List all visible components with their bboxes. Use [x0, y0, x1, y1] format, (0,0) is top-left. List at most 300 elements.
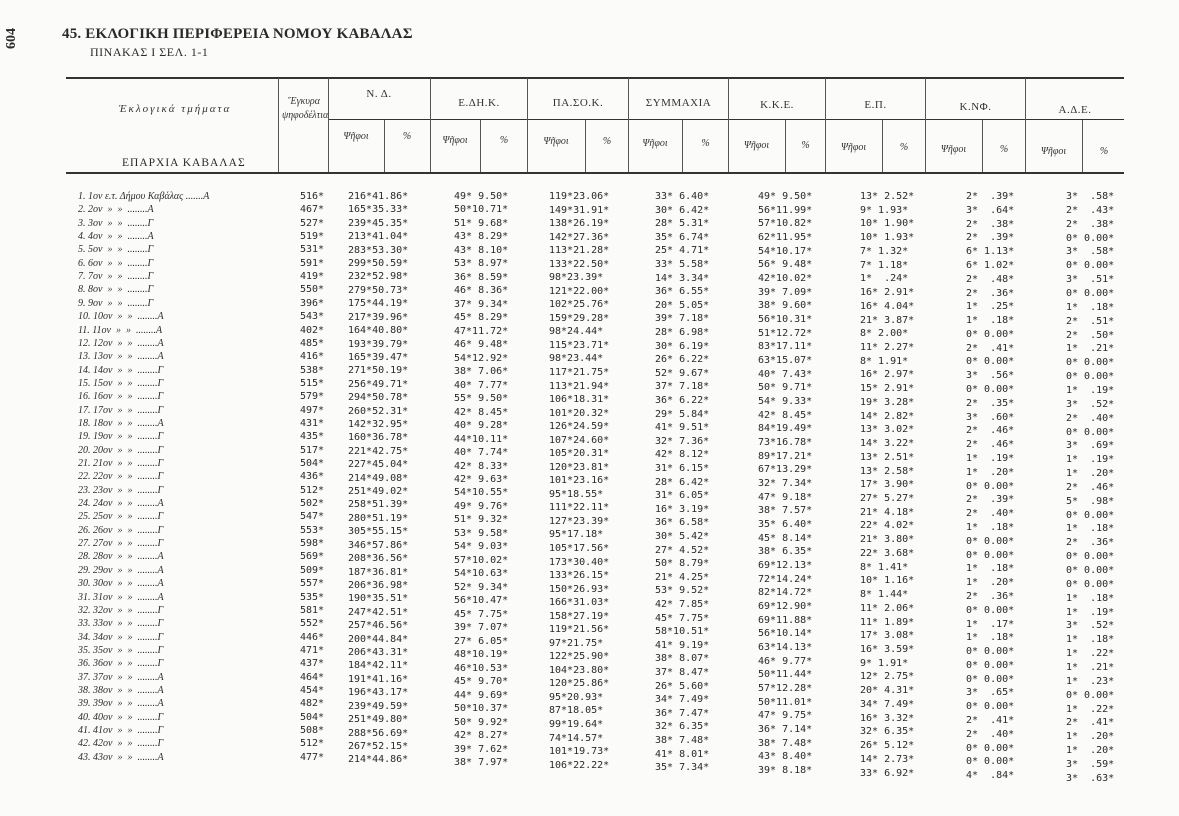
precinct-label: 36. 36ον » » ........Γ: [78, 658, 164, 670]
symmachia-cell: 52* 9.67*: [655, 367, 710, 379]
symmachia-cell: 33* 5.58*: [655, 259, 710, 270]
nd-cell: 206*36.98*: [348, 579, 409, 591]
kke-cell: 49* 9.50*: [758, 191, 813, 202]
knf-cell: 2* .40*: [966, 508, 1015, 520]
symmachia-cell: 35* 7.34*: [655, 762, 710, 774]
ep-cell: 16* 4.04*: [860, 300, 915, 312]
symmachia-cell: 20* 5.05*: [655, 299, 710, 311]
pasok-cell: 133*26.15*: [549, 570, 610, 582]
edik-cell: 37* 9.34*: [454, 298, 509, 310]
nd-cell: 213*41.04*: [348, 231, 409, 243]
precinct-label: 16. 16ον » » ........Γ: [78, 391, 164, 403]
precinct-label: 18. 18ον » » ........Α: [78, 417, 164, 429]
party-header-knf: Κ.ΝΦ.: [959, 101, 992, 113]
symmachia-cell: 29* 5.84*: [655, 408, 710, 420]
table-row: [0, 297, 1179, 313]
page-number: 604: [4, 28, 19, 49]
valid-votes-cell: 402*: [300, 324, 325, 336]
knf-cell: 0* 0.00*: [966, 673, 1015, 685]
ep-cell: 16* 2.91*: [860, 287, 915, 299]
ade-cell: 0* 0.00*: [1066, 260, 1115, 272]
pasok-cell: 149*31.91*: [549, 204, 610, 216]
symmachia-cell: 26* 5.60*: [655, 680, 710, 692]
valid-votes-cell: 454*: [300, 684, 325, 696]
precinct-label: 35. 35ον » » ........Γ: [78, 644, 164, 656]
ade-cell: 1* .22*: [1066, 648, 1115, 660]
edik-cell: 42* 8.27*: [454, 730, 509, 742]
ade-cell: 0* 0.00*: [1066, 426, 1115, 438]
ep-cell: 12* 2.75*: [860, 671, 915, 683]
kke-cell: 36* 7.14*: [758, 723, 813, 735]
symmachia-cell: 14* 3.34*: [655, 272, 710, 284]
valid-votes-cell: 535*: [300, 591, 325, 603]
pasok-cell: 95*20.93*: [549, 691, 604, 703]
kke-cell: 56*11.99*: [758, 204, 813, 216]
edik-cell: 45* 9.70*: [454, 676, 509, 688]
knf-cell: 2* .39*: [966, 191, 1015, 202]
knf-cell: 2* .35*: [966, 397, 1015, 409]
knf-cell: 3* .65*: [966, 687, 1015, 699]
valid-votes-cell: 569*: [300, 551, 325, 563]
kke-cell: 63*14.13*: [758, 641, 813, 653]
pasok-cell: 105*17.56*: [549, 543, 610, 554]
symmachia-cell: 33* 6.40*: [655, 191, 710, 202]
edik-cell: 53* 8.97*: [454, 258, 509, 270]
nd-cell: 175*44.19*: [348, 298, 409, 310]
kke-cell: 56*10.31*: [758, 313, 813, 325]
nd-cell: 206*43.31*: [348, 647, 409, 659]
pasok-cell: 115*23.71*: [549, 339, 610, 351]
nd-cell: 239*49.59*: [348, 700, 409, 712]
ade-cell: 0* 0.00*: [1066, 689, 1115, 701]
knf-cell: 1* .19*: [966, 453, 1015, 465]
table-row: [0, 190, 1179, 203]
nd-cell: 251*49.02*: [348, 486, 409, 498]
nd-cell: 165*39.47*: [348, 351, 409, 363]
ep-cell: 17* 3.08*: [860, 630, 915, 642]
nd-cell: 208*36.56*: [348, 553, 409, 565]
pct-subheader: %: [499, 135, 509, 146]
precinct-label: 32. 32ον » » ........Γ: [78, 604, 164, 616]
valid-votes-cell: 538*: [300, 364, 325, 376]
edik-cell: 45* 8.29*: [454, 312, 509, 324]
symmachia-cell: 39* 7.18*: [655, 313, 710, 325]
nd-cell: 221*42.75*: [348, 445, 409, 457]
knf-cell: 3* .64*: [966, 204, 1015, 216]
valid-votes-cell: 517*: [300, 444, 325, 456]
ade-cell: 2* .46*: [1066, 481, 1115, 493]
knf-cell: 2* .36*: [966, 590, 1015, 602]
nd-cell: 232*52.98*: [348, 271, 409, 283]
ade-cell: 3* .52*: [1066, 620, 1115, 632]
knf-cell: 6* 1.02*: [966, 259, 1015, 271]
ep-cell: 20* 4.31*: [860, 685, 915, 697]
valid-votes-cell: 553*: [300, 524, 325, 536]
symmachia-cell: 27* 4.52*: [655, 544, 710, 556]
valid-votes-cell: 396*: [300, 297, 325, 309]
ade-cell: 0* 0.00*: [1066, 287, 1115, 299]
valid-votes-cell: 435*: [300, 431, 325, 443]
valid-votes-cell: 515*: [300, 377, 325, 389]
edik-cell: 50*10.71*: [454, 204, 509, 216]
edik-cell: 54*12.92*: [454, 352, 509, 364]
ep-cell: 21* 3.80*: [860, 534, 915, 546]
ep-cell: 22* 4.02*: [860, 520, 915, 532]
nd-cell: 184*42.11*: [348, 660, 409, 672]
ade-cell: 1* .20*: [1066, 468, 1115, 480]
precinct-label: 21. 21ον » » ........Γ: [78, 458, 164, 469]
kke-cell: 42*10.02*: [758, 272, 813, 284]
ade-cell: 0* 0.00*: [1066, 371, 1115, 383]
votes-subheader: Ψῆφοι: [642, 138, 668, 149]
ade-cell: 2* .40*: [1066, 412, 1115, 424]
pasok-cell: 106*18.31*: [549, 394, 610, 406]
kke-cell: 84*19.49*: [758, 423, 813, 435]
kke-cell: 73*16.78*: [758, 436, 813, 448]
votes-subheader: Ψῆφοι: [343, 131, 369, 142]
votes-subheader: Ψῆφοι: [543, 136, 569, 147]
valid-votes-cell: 464*: [300, 671, 325, 683]
table-row: [0, 257, 1179, 270]
valid-votes-cell: 547*: [300, 511, 325, 523]
precinct-label: 17. 17ον » » ........Γ: [78, 404, 164, 416]
symmachia-cell: 32* 6.35*: [655, 721, 710, 733]
nd-cell: 214*49.08*: [348, 472, 409, 484]
pasok-cell: 119*23.06*: [549, 191, 610, 202]
ade-cell: 3* .59*: [1066, 759, 1115, 770]
edik-cell: 46*10.53*: [454, 662, 509, 674]
ep-cell: 33* 6.92*: [860, 767, 915, 779]
kke-cell: 46* 9.77*: [758, 655, 813, 667]
ade-cell: 1* .21*: [1066, 343, 1115, 355]
edik-cell: 38* 7.06*: [454, 366, 509, 378]
ep-cell: 19* 3.28*: [860, 396, 915, 408]
edik-cell: 55* 9.50*: [454, 393, 509, 405]
table-row: [0, 203, 1179, 216]
kke-cell: 57*10.82*: [758, 218, 813, 230]
symmachia-cell: 58*10.51*: [655, 626, 710, 638]
valid-votes-cell: 552*: [300, 618, 325, 630]
knf-cell: 0* 0.00*: [966, 384, 1015, 396]
kke-cell: 45* 8.14*: [758, 532, 813, 544]
valid-votes-cell: 467*: [300, 204, 325, 216]
nd-cell: 288*56.69*: [348, 727, 409, 739]
kke-cell: 69*12.90*: [758, 600, 813, 612]
ep-cell: 16* 3.59*: [860, 644, 915, 656]
pasok-cell: 87*18.05*: [549, 705, 604, 717]
ade-cell: 3* .58*: [1066, 246, 1115, 258]
ep-cell: 14* 2.82*: [860, 410, 915, 422]
page-title: 45. ΕΚΛΟΓΙΚΗ ΠΕΡΙΦΕΡΕΙΑ ΝΟΜΟΥ ΚΑΒΑΛΑΣ: [62, 26, 413, 42]
symmachia-cell: 37* 8.47*: [655, 667, 710, 679]
section-heading: ΕΠΑΡΧΙΑ ΚΑΒΑΛΑΣ: [122, 157, 246, 169]
kke-cell: 89*17.21*: [758, 450, 813, 462]
edik-cell: 49* 9.50*: [454, 191, 509, 202]
symmachia-cell: 36* 6.55*: [655, 286, 710, 298]
pasok-cell: 74*14.57*: [549, 732, 604, 744]
pasok-cell: 99*19.64*: [549, 719, 604, 730]
party-header-edik: Ε.ΔΗ.Κ.: [458, 97, 500, 109]
precinct-label: 28. 28ον » » ........Α: [78, 551, 164, 563]
nd-cell: 305*55.15*: [348, 526, 409, 538]
ep-cell: 10* 1.93*: [860, 232, 915, 244]
knf-cell: 2* .38*: [966, 218, 1015, 230]
kke-cell: 38* 7.48*: [758, 737, 813, 749]
ep-cell: 7* 1.32*: [860, 245, 909, 257]
nd-cell: 256*49.71*: [348, 378, 409, 390]
table-row: [0, 324, 1179, 341]
symmachia-cell: 30* 5.42*: [655, 531, 710, 543]
valid-votes-cell: 485*: [300, 337, 325, 349]
party-header-pasok: ΠΑ.ΣΟ.Κ.: [552, 97, 604, 109]
ade-cell: 1* .23*: [1066, 675, 1115, 687]
precinct-label: 2. 2ον » » ........Α: [78, 204, 154, 216]
kke-cell: 63*15.07*: [758, 354, 813, 366]
symmachia-cell: 32* 7.36*: [655, 435, 710, 447]
edik-cell: 52* 9.34*: [454, 581, 509, 593]
symmachia-cell: 21* 4.25*: [655, 571, 710, 583]
ep-cell: 32* 6.35*: [860, 726, 915, 738]
kke-cell: 51*12.72*: [758, 327, 813, 339]
kke-cell: 50*11.44*: [758, 669, 813, 681]
symmachia-cell: 16* 3.19*: [655, 503, 710, 515]
ade-cell: 0* 0.00*: [1066, 357, 1115, 369]
symmachia-cell: 38* 8.07*: [655, 653, 710, 665]
valid-votes-cell: 504*: [300, 711, 325, 723]
knf-cell: 0* 0.00*: [966, 742, 1015, 754]
valid-votes-cell: 482*: [300, 698, 325, 710]
edik-cell: 57*10.02*: [454, 554, 509, 566]
nd-cell: 165*35.33*: [348, 204, 409, 216]
valid-votes-cell: 437*: [300, 658, 325, 670]
ade-cell: 0* 0.00*: [1066, 565, 1115, 577]
precinct-label: 8. 8ον » » ........Γ: [78, 284, 154, 296]
nd-cell: 251*49.80*: [348, 714, 409, 726]
precinct-label: 25. 25ον » » ........Γ: [78, 511, 164, 523]
ep-cell: 15* 2.91*: [860, 383, 915, 395]
edik-cell: 44* 9.69*: [454, 689, 509, 701]
ade-cell: 1* .18*: [1066, 592, 1115, 604]
pasok-cell: 102*25.76*: [549, 299, 610, 311]
valid-votes-cell: 516*: [300, 191, 325, 202]
pasok-cell: 120*23.81*: [549, 461, 610, 473]
knf-cell: 1* .20*: [966, 577, 1015, 589]
valid-votes-cell: 512*: [300, 738, 325, 750]
valid-votes-cell: 508*: [300, 725, 325, 736]
ep-cell: 13* 3.02*: [860, 424, 915, 436]
votes-subheader: Ψῆφοι: [1040, 146, 1067, 157]
pasok-cell: 101*23.16*: [549, 475, 610, 487]
party-header-kke: Κ.Κ.Ε.: [760, 99, 794, 111]
edik-cell: 56*10.47*: [454, 595, 509, 607]
kke-cell: 50* 9.71*: [758, 382, 813, 394]
valid-votes-cell: 543*: [300, 311, 325, 323]
kke-cell: 83*17.11*: [758, 341, 813, 353]
edik-cell: 43* 8.10*: [454, 244, 509, 256]
symmachia-cell: 41* 9.51*: [655, 422, 710, 434]
edik-cell: 50* 9.92*: [454, 716, 509, 728]
nd-cell: 191*41.16*: [348, 673, 409, 685]
knf-cell: 0* 0.00*: [966, 535, 1015, 547]
valid-votes-cell: 431*: [300, 417, 325, 429]
nd-cell: 258*51.39*: [348, 499, 409, 511]
ade-cell: 1* .20*: [1066, 731, 1115, 743]
ade-cell: 1* .21*: [1066, 662, 1115, 674]
pasok-cell: 98*23.39*: [549, 272, 604, 284]
kke-cell: 82*14.72*: [758, 587, 813, 599]
knf-cell: 1* .17*: [966, 618, 1015, 630]
kke-cell: 42* 8.45*: [758, 409, 813, 421]
ade-cell: 1* .19*: [1066, 384, 1115, 396]
nd-cell: 239*45.35*: [348, 217, 409, 229]
ade-cell: 2* .50*: [1066, 329, 1115, 341]
ep-cell: 8* 2.00*: [860, 328, 909, 340]
pasok-cell: 166*31.03*: [549, 597, 610, 609]
edik-cell: 36* 8.59*: [454, 271, 509, 283]
edik-cell: 48*10.19*: [454, 649, 509, 661]
table-row: [0, 283, 1179, 299]
edik-cell: 54* 9.03*: [454, 541, 509, 553]
ade-cell: 3* .58*: [1066, 191, 1115, 202]
votes-subheader: Ψῆφοι: [840, 142, 867, 153]
pct-subheader: %: [402, 131, 412, 142]
table-row: [0, 310, 1179, 327]
valid-votes-cell: 416*: [300, 351, 325, 363]
symmachia-cell: 37* 7.18*: [655, 381, 710, 393]
table-row: [0, 350, 1179, 369]
symmachia-cell: 31* 6.05*: [655, 490, 710, 502]
knf-cell: 6* 1.13*: [966, 246, 1015, 258]
kke-cell: 47* 9.75*: [758, 710, 813, 722]
pasok-cell: 159*29.28*: [549, 312, 610, 324]
pasok-cell: 95*17.18*: [549, 529, 604, 541]
ep-cell: 34* 7.49*: [860, 698, 915, 710]
edik-cell: 46* 9.48*: [454, 339, 509, 351]
symmachia-cell: 42* 8.12*: [655, 449, 710, 461]
ep-cell: 22* 3.68*: [860, 547, 915, 559]
valid-votes-cell: 477*: [300, 751, 325, 763]
ep-cell: 8* 1.44*: [860, 589, 909, 601]
valid-votes-cell: 509*: [300, 564, 325, 576]
valid-votes-cell: 557*: [300, 578, 325, 590]
table-row: [0, 270, 1179, 286]
kke-cell: 67*13.29*: [758, 464, 813, 476]
kke-cell: 62*11.95*: [758, 231, 813, 243]
valid-votes-cell: 527*: [300, 217, 325, 229]
valid-votes-cell: 581*: [300, 604, 325, 616]
party-header-nd: Ν. Δ.: [366, 88, 392, 100]
pasok-cell: 150*26.93*: [549, 583, 610, 595]
ade-cell: 3* .52*: [1066, 398, 1115, 410]
votes-subheader: Ψῆφοι: [940, 144, 967, 155]
nd-cell: 299*50.59*: [348, 258, 409, 270]
precinct-label: 22. 22ον » » ........Γ: [78, 471, 164, 483]
symmachia-cell: 31* 6.15*: [655, 463, 710, 475]
pct-subheader: %: [801, 140, 810, 151]
ep-cell: 21* 3.87*: [860, 314, 915, 326]
ade-cell: 5* .98*: [1066, 495, 1115, 507]
edik-cell: 27* 6.05*: [454, 635, 509, 647]
edik-cell: 45* 7.75*: [454, 608, 509, 620]
edik-cell: 42* 9.63*: [454, 473, 509, 485]
kke-cell: 35* 6.40*: [758, 518, 813, 530]
ep-cell: 9* 1.91*: [860, 657, 909, 669]
edik-cell: 38* 7.97*: [454, 756, 509, 768]
nd-cell: 267*52.15*: [348, 740, 409, 752]
symmachia-cell: 26* 6.22*: [655, 354, 710, 366]
nd-cell: 346*57.86*: [348, 539, 409, 551]
valid-votes-cell: 502*: [300, 498, 325, 510]
knf-cell: 1* .18*: [966, 521, 1015, 533]
kke-cell: 69*12.13*: [758, 559, 813, 571]
nd-cell: 214*44.86*: [348, 754, 409, 766]
precinct-label: 43. 43ον » » ........Α: [78, 751, 164, 763]
pasok-cell: 107*24.60*: [549, 434, 610, 446]
knf-cell: 2* .41*: [966, 715, 1015, 727]
precinct-label: 19. 19ον » » ........Γ: [78, 431, 164, 443]
symmachia-cell: 50* 8.79*: [655, 558, 710, 570]
symmachia-cell: 30* 6.42*: [655, 204, 710, 216]
symmachia-cell: 38* 7.48*: [655, 735, 710, 747]
ep-cell: 16* 3.32*: [860, 712, 915, 724]
knf-cell: 2* .39*: [966, 494, 1015, 506]
ade-cell: 1* .20*: [1066, 745, 1115, 757]
pct-subheader: %: [602, 136, 612, 147]
pasok-cell: 122*25.90*: [549, 651, 610, 663]
ade-cell: 2* .38*: [1066, 218, 1115, 230]
pct-subheader: %: [701, 138, 710, 149]
pasok-cell: 120*25.86*: [549, 678, 610, 690]
kke-cell: 54*10.17*: [758, 245, 813, 257]
symmachia-cell: 36* 7.47*: [655, 707, 710, 719]
ep-cell: 11* 2.27*: [860, 342, 915, 353]
ade-cell: 2* .41*: [1066, 717, 1115, 729]
symmachia-cell: 41* 8.01*: [655, 748, 710, 760]
ep-cell: 27* 5.27*: [860, 493, 915, 504]
symmachia-cell: 53* 9.52*: [655, 585, 710, 597]
table-row: [0, 377, 1179, 396]
knf-cell: 0* 0.00*: [966, 549, 1015, 561]
precinct-label: 41. 41ον » » ........Γ: [78, 725, 164, 736]
ep-cell: 7* 1.18*: [860, 259, 909, 271]
kke-cell: 56*10.14*: [758, 628, 813, 640]
precinct-label: 40. 40ον » » ........Γ: [78, 711, 164, 723]
table-row: [0, 230, 1179, 243]
precinct-label: 15. 15ον » » ........Γ: [78, 377, 164, 389]
edik-cell: 47*11.72*: [454, 325, 509, 337]
pasok-cell: 127*23.39*: [549, 515, 610, 527]
knf-cell: 1* .18*: [966, 315, 1015, 327]
precinct-label: 39. 39ον » » ........Α: [78, 698, 164, 710]
pasok-cell: 98*23.44*: [549, 353, 604, 365]
symmachia-cell: 45* 7.75*: [655, 612, 710, 624]
kke-cell: 47* 9.18*: [758, 491, 813, 503]
precinct-label: 6. 6ον » » ........Γ: [78, 257, 154, 269]
nd-cell: 247*42.51*: [348, 606, 409, 618]
pasok-cell: 101*20.32*: [549, 407, 610, 419]
nd-cell: 200*44.84*: [348, 633, 409, 645]
kke-cell: 39* 7.09*: [758, 286, 813, 298]
edik-cell: 46* 8.36*: [454, 285, 509, 297]
precinct-label: 3. 3ον » » ........Γ: [78, 217, 154, 229]
knf-cell: 0* 0.00*: [966, 480, 1015, 492]
ep-cell: 17* 3.90*: [860, 479, 915, 491]
knf-cell: 2* .46*: [966, 439, 1015, 451]
knf-cell: 2* .40*: [966, 728, 1015, 740]
edik-cell: 42* 8.45*: [454, 406, 509, 418]
ep-cell: 10* 1.16*: [860, 575, 915, 587]
knf-cell: 0* 0.00*: [966, 659, 1015, 671]
